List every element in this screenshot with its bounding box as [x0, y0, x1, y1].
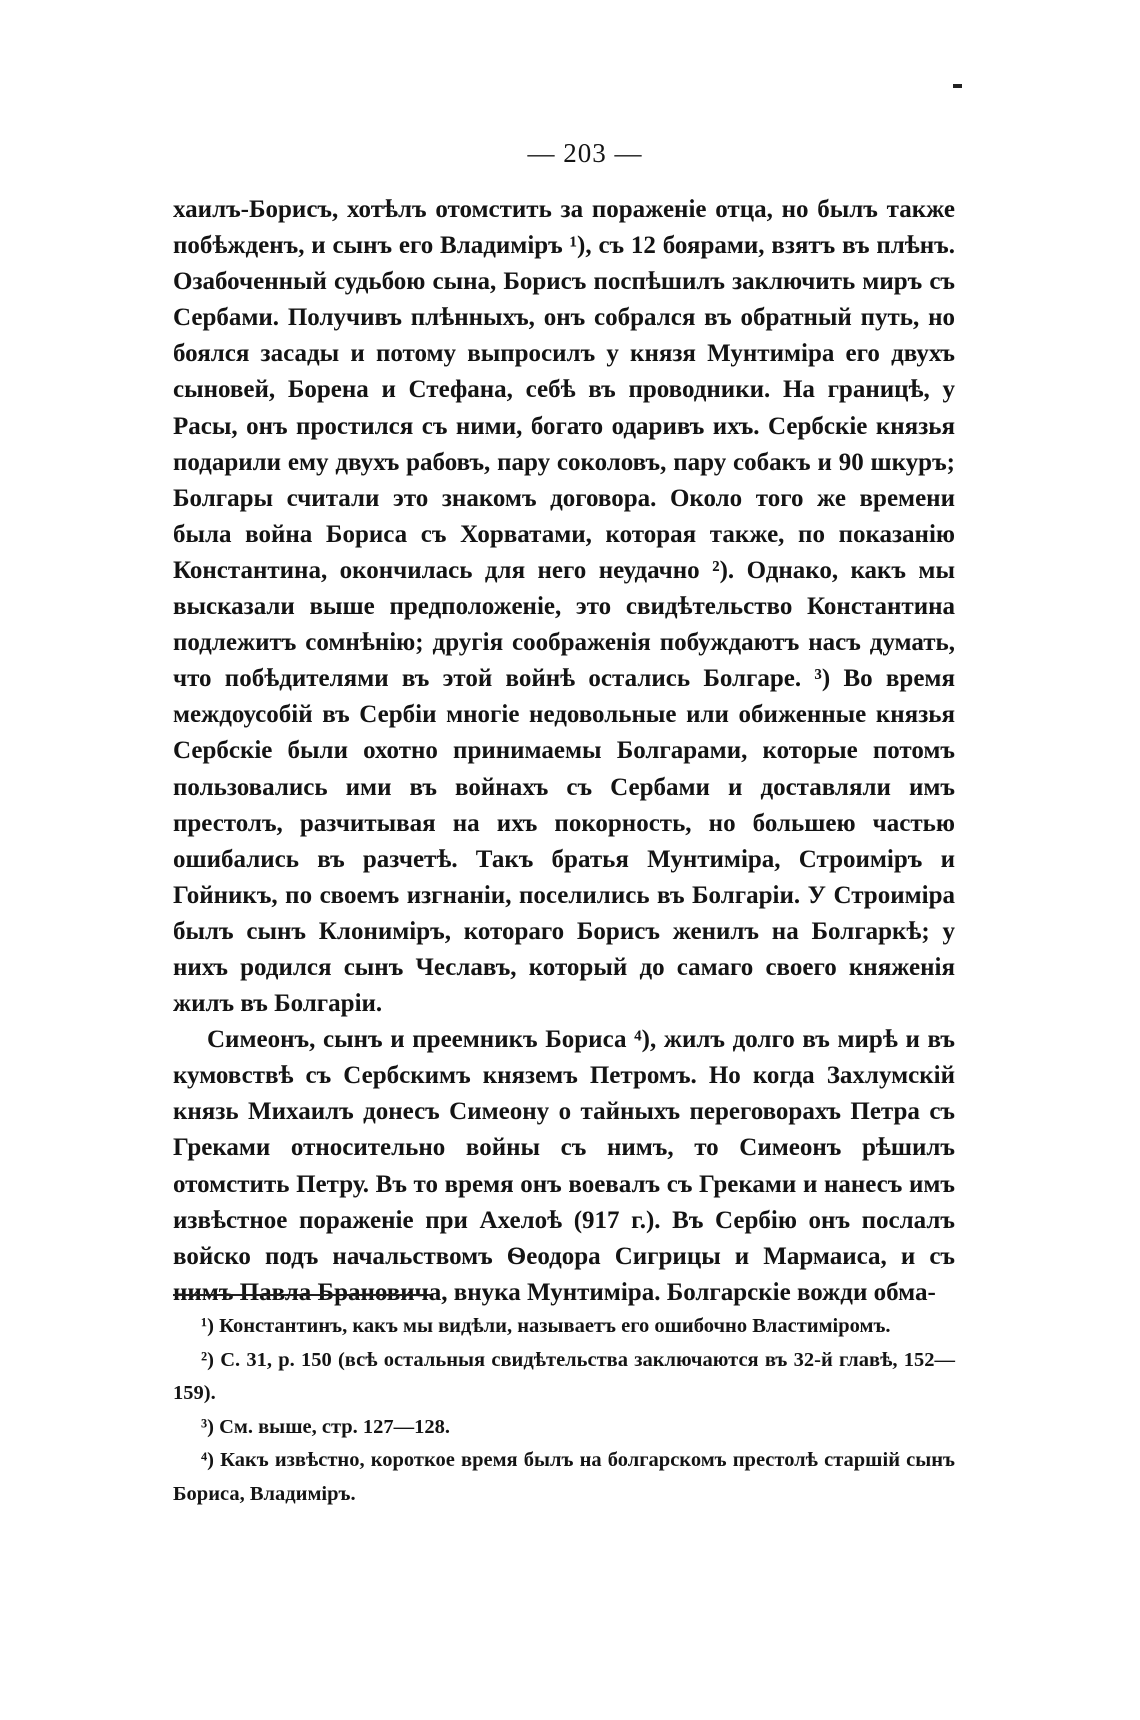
- main-text: [173, 192, 955, 1311]
- footnote-3: ³) См. выше, стр. 127—128.: [201, 1415, 451, 1438]
- paragraph-1: хаилъ-Борисъ, хотѣлъ отомстить за пораженіе отца, но былъ также побѣжденъ, и сынъ его Владиміръ ¹), съ 12 боярами, взятъ въ плѣнъ. Озабоченный судьбою сына, Борисъ поспѣшилъ заключить миръ съ Сербами. Получивъ плѣнныхъ, онъ собрался въ обратный путь, но боялся засады и потому выпросилъ у князя Мунтиміра его двухъ сыновей, Борена и Стефана, себѣ въ проводники. На границѣ, у Расы, онъ простился съ ними, богато одаривъ ихъ. Сербскіе князья подарили ему двухъ рабовъ, пару соколовъ, пару собакъ и 90 шкуръ; Болгары считали это знакомъ договора. Около того же времени была война Бориса съ Хорватами, которая также, по показанію Константина, окончилась для него неудачно ²). Однако, какъ мы высказали выше предположеніе, это свидѣтельство Константина подлежитъ сомнѣнію; другія соображенія побуждаютъ насъ думать, что побѣдителями въ этой войнѣ остались Болгаре. ³) Во время междоусобій въ Сербіи многіе недовольные или обиженные князья Сербскіе были охотно принимаемы Болгарами, которые потомъ пользовались ими въ войнахъ съ Сербами и доставляли имъ престолъ, разчитывая на ихъ покорность, но большею частью ошибались въ разчетѣ. Такъ братья Мунтиміра, Строиміръ и Гойникъ, по своемъ изгнаніи, поселились въ Болгаріи. У Строиміра былъ сынъ Клониміръ, котораго Борисъ женилъ на Болгаркѣ; у нихъ родился сынъ Чеславъ, который до самаго своего княженія жилъ въ Болгаріи.: [173, 196, 955, 1018]
- paragraph-2: Симеонъ, сынъ и преемникъ Бориса ⁴), жилъ долго въ мирѣ и въ кумовствѣ съ Сербскимъ княземъ Петромъ. Но когда Захлумскій князь Михаилъ донесъ Симеону о тайныхъ переговорахъ Петра съ Греками относительно войны съ нимъ, то Симеонъ рѣшилъ отомстить Петру. Въ то время онъ воевалъ съ Греками и нанесъ имъ извѣстное пораженіе при Ахелоѣ (917 г.). Въ Сербію онъ послалъ войско подъ начальствомъ Ѳеодора Сигрицы и Мармаиса, и съ нимъ Павла Брановича, внука Мунтиміра. Болгарскіе вожди обма-: [173, 1026, 955, 1306]
- footnotes: [173, 1310, 955, 1511]
- scan-mark: [953, 84, 962, 88]
- footnote-2: ²) С. 31, р. 150 (всѣ остальныя свидѣтельства заключаются въ 32-й главѣ, 152—159).: [173, 1348, 955, 1404]
- footnote-4: ⁴) Какъ извѣстно, короткое время былъ на болгарскомъ престолѣ старшій сынъ Бориса, Владиміръ.: [173, 1449, 955, 1505]
- page-number: — 203 —: [527, 138, 643, 168]
- footnote-1: ¹) Константинъ, какъ мы видѣли, называетъ его ошибочно Властиміромъ.: [201, 1315, 891, 1337]
- footnote-divider: [173, 1294, 431, 1296]
